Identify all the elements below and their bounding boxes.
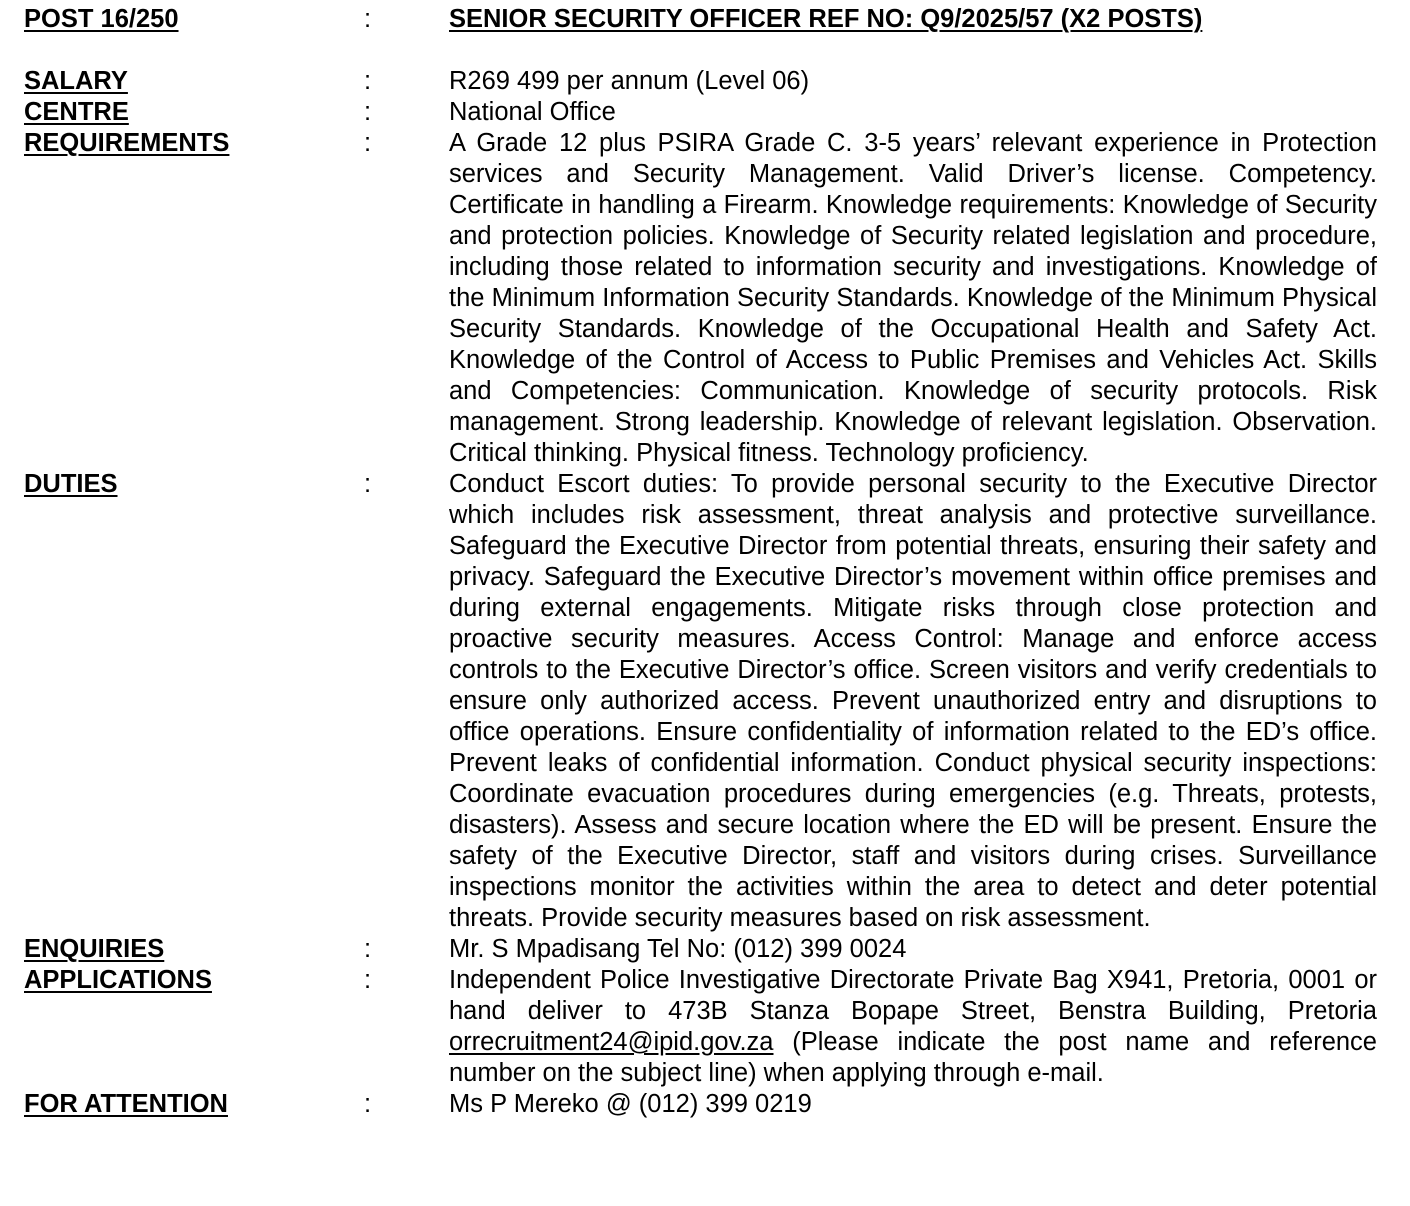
applications-note: (Please indicate the post name and reference number on the subject line) when applying through e-mail. <box>449 1028 1377 1087</box>
salary-row <box>24 66 1378 97</box>
post-row <box>24 4 1378 35</box>
attention-label: FOR ATTENTION <box>24 1090 228 1118</box>
requirements-row <box>24 128 1378 469</box>
salary-label: SALARY <box>24 67 128 95</box>
applications-address: Independent Police Investigative Directorate Private Bag X941, Pretoria, 0001 or hand deliver to 473B Stanza Bopape Street, Benstra Building, Pretoria <box>449 966 1377 1025</box>
separator: : <box>364 470 372 498</box>
enquiries-value: Mr. S Mpadisang Tel No: (012) 399 0024 <box>449 935 907 963</box>
duties-label: DUTIES <box>24 470 118 498</box>
centre-value: National Office <box>449 98 616 126</box>
email-link[interactable]: orrecruitment24@ipid.gov.za <box>449 1028 774 1056</box>
applications-row <box>24 965 1378 1089</box>
separator: : <box>364 129 372 157</box>
post-number-label: POST 16/250 <box>24 5 179 33</box>
centre-label: CENTRE <box>24 98 129 126</box>
enquiries-row <box>24 934 1378 965</box>
salary-value: R269 499 per annum (Level 06) <box>449 67 810 95</box>
centre-row <box>24 97 1378 128</box>
enquiries-label: ENQUIRIES <box>24 935 165 963</box>
separator: : <box>364 966 372 994</box>
requirements-label: REQUIREMENTS <box>24 129 230 157</box>
attention-value: Ms P Mereko @ (012) 399 0219 <box>449 1090 812 1118</box>
job-advert <box>24 4 1378 1120</box>
applications-value <box>449 965 1377 1089</box>
spacer <box>24 35 1378 66</box>
applications-label: APPLICATIONS <box>24 966 212 994</box>
separator: : <box>364 5 372 33</box>
separator: : <box>364 935 372 963</box>
attention-row <box>24 1089 1378 1120</box>
separator: : <box>364 67 372 95</box>
post-title: SENIOR SECURITY OFFICER REF NO: Q9/2025/57 (X2 POSTS) <box>449 5 1203 33</box>
duties-row <box>24 469 1378 934</box>
separator: : <box>364 1090 372 1118</box>
duties-value: Conduct Escort duties: To provide personal security to the Executive Director which includes risk assessment, threat analysis and protective surveillance. Safeguard the Executive Director from potential threats, ensuring their safety and privacy. Safeguard the Executive Director’s movement within office premises and during external engagements. Mitigate risks through close protection and proactive security measures. Access Control: Manage and enforce access controls to the Executive Director’s office. Screen visitors and verify credentials to ensure only authorized access. Prevent unauthorized entry and disruptions to office operations. Ensure confidentiality of information related to the ED’s office. Prevent leaks of confidential information. Conduct physical security inspections: Coordinate evacuation procedures during emergencies (e.g. Threats, protests, disasters). Assess and secure location where the ED will be present. Ensure the safety of the Executive Director, staff and visitors during crises. Surveillance inspections monitor the activities within the area to detect and deter potential threats. Provide security measures based on risk assessment. <box>449 470 1377 932</box>
separator: : <box>364 98 372 126</box>
requirements-value: A Grade 12 plus PSIRA Grade C. 3-5 years’ relevant experience in Protection services and Security Management. Valid Driver’s license. Competency. Certificate in handling a Firearm. Knowledge requirements: Knowledge of Security and protection policies. Knowledge of Security related legislation and procedure, including those related to information security and investigations. Knowledge of the Minimum Information Security Standards. Knowledge of the Minimum Physical Security Standards. Knowledge of the Occupational Health and Safety Act. Knowledge of the Control of Access to Public Premises and Vehicles Act. Skills and Competencies: Communication. Knowledge of security protocols. Risk management. Strong leadership. Knowledge of relevant legislation. Observation. Critical thinking. Physical fitness. Technology proficiency. <box>449 129 1377 467</box>
